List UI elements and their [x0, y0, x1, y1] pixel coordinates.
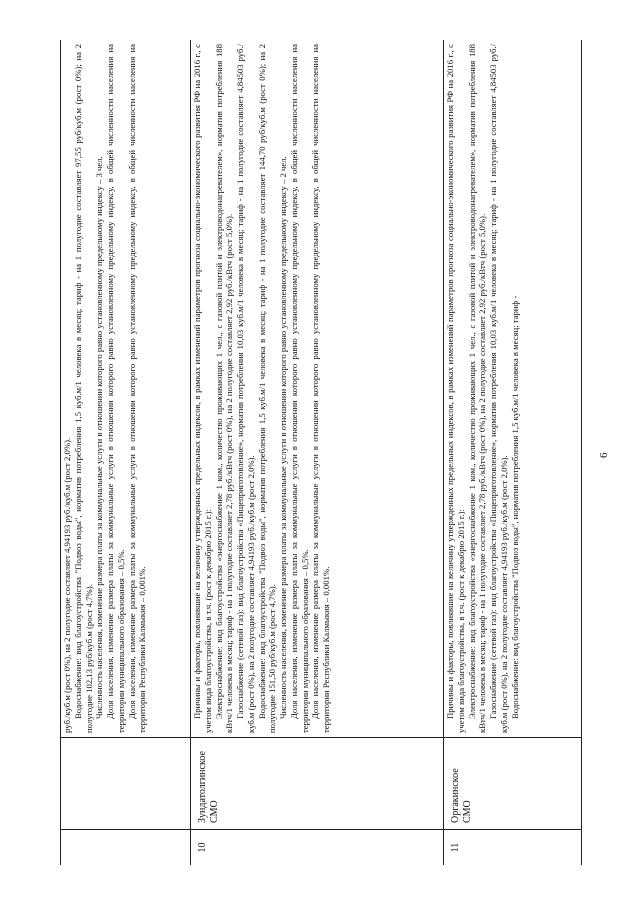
- paragraph: Численность населения, изменение размера платы за коммунальные услуги в отношении которого равно установленному предельному индексу – 2 чел.: [278, 156, 288, 719]
- paragraph: Газоснабжение (сетевой газ): вид благоустройства «Пищеприготовление», норматив потребления 10,03 куб.м/1 человека в месяц; тариф - на 1 полугодие составляет 4,84503 руб./куб.м (рост 0%), на 2 полугодие составляет 4,94193 руб./куб.м (рост 2,0%).: [488, 44, 509, 733]
- page-number: 6: [598, 452, 610, 458]
- paragraph: Доля населения, изменение размера платы за коммунальные услуги в отношении которого равно установленному предельному индексу, в общей численности населения на территории Республики Калмыкия – 0,001%.: [310, 44, 331, 733]
- paragraph: Газоснабжение (сетевой газ): вид благоустройства «Пищеприготовление», норматив потребления 10,03 куб.м/1 человека в месяц; тариф - на 1 полугодие составляет 4,84503 руб./куб.м (рост 0%), на 2 полугодие составляет 4,94193 руб./куб.м (рост 2,0%).: [235, 44, 256, 733]
- paragraph: руб./куб.м (рост 0%), на 2 полугодие составляет 4,94193 руб./куб.м (рост 2,0%).: [62, 437, 72, 733]
- paragraph: Причины и факторы, повлиявшие на величину утвержденных предельных индексов, в рамках изменений параметров прогноза социально-экономического развития РФ на 2016 г., с учетом вида благоустройства, в т.ч. (рост к декабрю 2015 г.):: [192, 44, 213, 733]
- description-cell: [444, 40, 582, 737]
- description-cell: [191, 40, 444, 737]
- municipality-name-cell: [61, 737, 190, 829]
- paragraph: Водоснабжение: вид благоустройства "Подвоз воды", норматив потребления 1,5 куб.м/1 человека в месяц; тариф - на 1 полугодие составляет 144,70 руб/куб.м (рост 0%); на 2 полугодие 151,50 руб/куб.м (рост 4,7%).: [256, 44, 278, 733]
- paragraph: Доля населения, изменение размера платы за коммунальные услуги в отношении которого равно установленному предельному индексу, в общей численности населения на территории Республики Калмыкия – 0,001%.: [126, 44, 148, 733]
- data-table: [60, 40, 582, 865]
- row-number-cell: 11: [444, 829, 582, 865]
- paragraph: Электроснабжение: вид благоустройства «энергоснабжение 1 ком., количество проживающих 1 чел., с газовой плитой и электроводонагревателем», норматив потребления 188 кВтч/1 человека в месяц; тариф - на 1 полугодие составляет 2,78 руб./кВтч (рост 0%), на 2 полугодие составляет 2,92 руб./кВтч (рост 5,0%).: [466, 44, 488, 733]
- paragraph: Причины и факторы, повлиявшие на величину утвержденных предельных индексов, в рамках изменений параметров прогноза социально-экономического развития РФ на 2016 г., с учетом вида благоустройства, в т.ч. (рост к декабрю 2015 г.):: [445, 44, 466, 733]
- table-row: [190, 40, 444, 865]
- row-number-cell: [61, 829, 190, 865]
- row-number-cell: 10: [191, 829, 444, 865]
- municipality-name-cell: Зундатолгинское СМО: [191, 737, 444, 829]
- description-cell: [61, 40, 190, 737]
- paragraph: Электроснабжение: вид благоустройства «энергоснабжение 1 ком., количество проживающих 1 чел., с газовой плитой и электроводонагревателем», норматив потребления 188 кВтч/1 человека в месяц; тариф - на 1 полугодие составляет 2,78 руб./кВтч (рост 0%), на 2 полугодие составляет 2,92 руб./кВтч (рост 5,0%).: [213, 44, 235, 733]
- table-row-continued: [61, 40, 190, 865]
- municipality-name-cell: Оргакинское СМО: [444, 737, 582, 829]
- paragraph: Доля населения, изменение размера платы за коммунальные услуги в отношении которого равно установленному предельному индексу, в общей численности населения на территории муниципального образования – 0,5%.: [105, 44, 126, 733]
- paragraph: Численность населения, изменение размера платы за коммунальные услуги в отношении которого равно установленному предельному индексу – 3 чел.: [94, 156, 105, 719]
- paragraph: Доля населения, изменение размера платы за коммунальные услуги в отношении которого равно установленному предельному индексу, в общей численности населения на территории муниципального образования – 0,5%.: [288, 44, 310, 733]
- table-row: [443, 40, 582, 865]
- paragraph: Водоснабжение: вид благоустройства "Подвоз воды", норматив потребления 1,5 куб.м/1 человека в месяц; тариф -: [509, 295, 520, 719]
- paragraph: Водоснабжение: вид благоустройства "Подвоз воды", норматив потребления 1,5 куб.м/1 человека в месяц; тариф - на 1 полугодие составляет 97,55 руб/куб.м (рост 0%); на 2 полугодие 102,13 руб/куб.м (рост 4,7%).: [72, 44, 94, 733]
